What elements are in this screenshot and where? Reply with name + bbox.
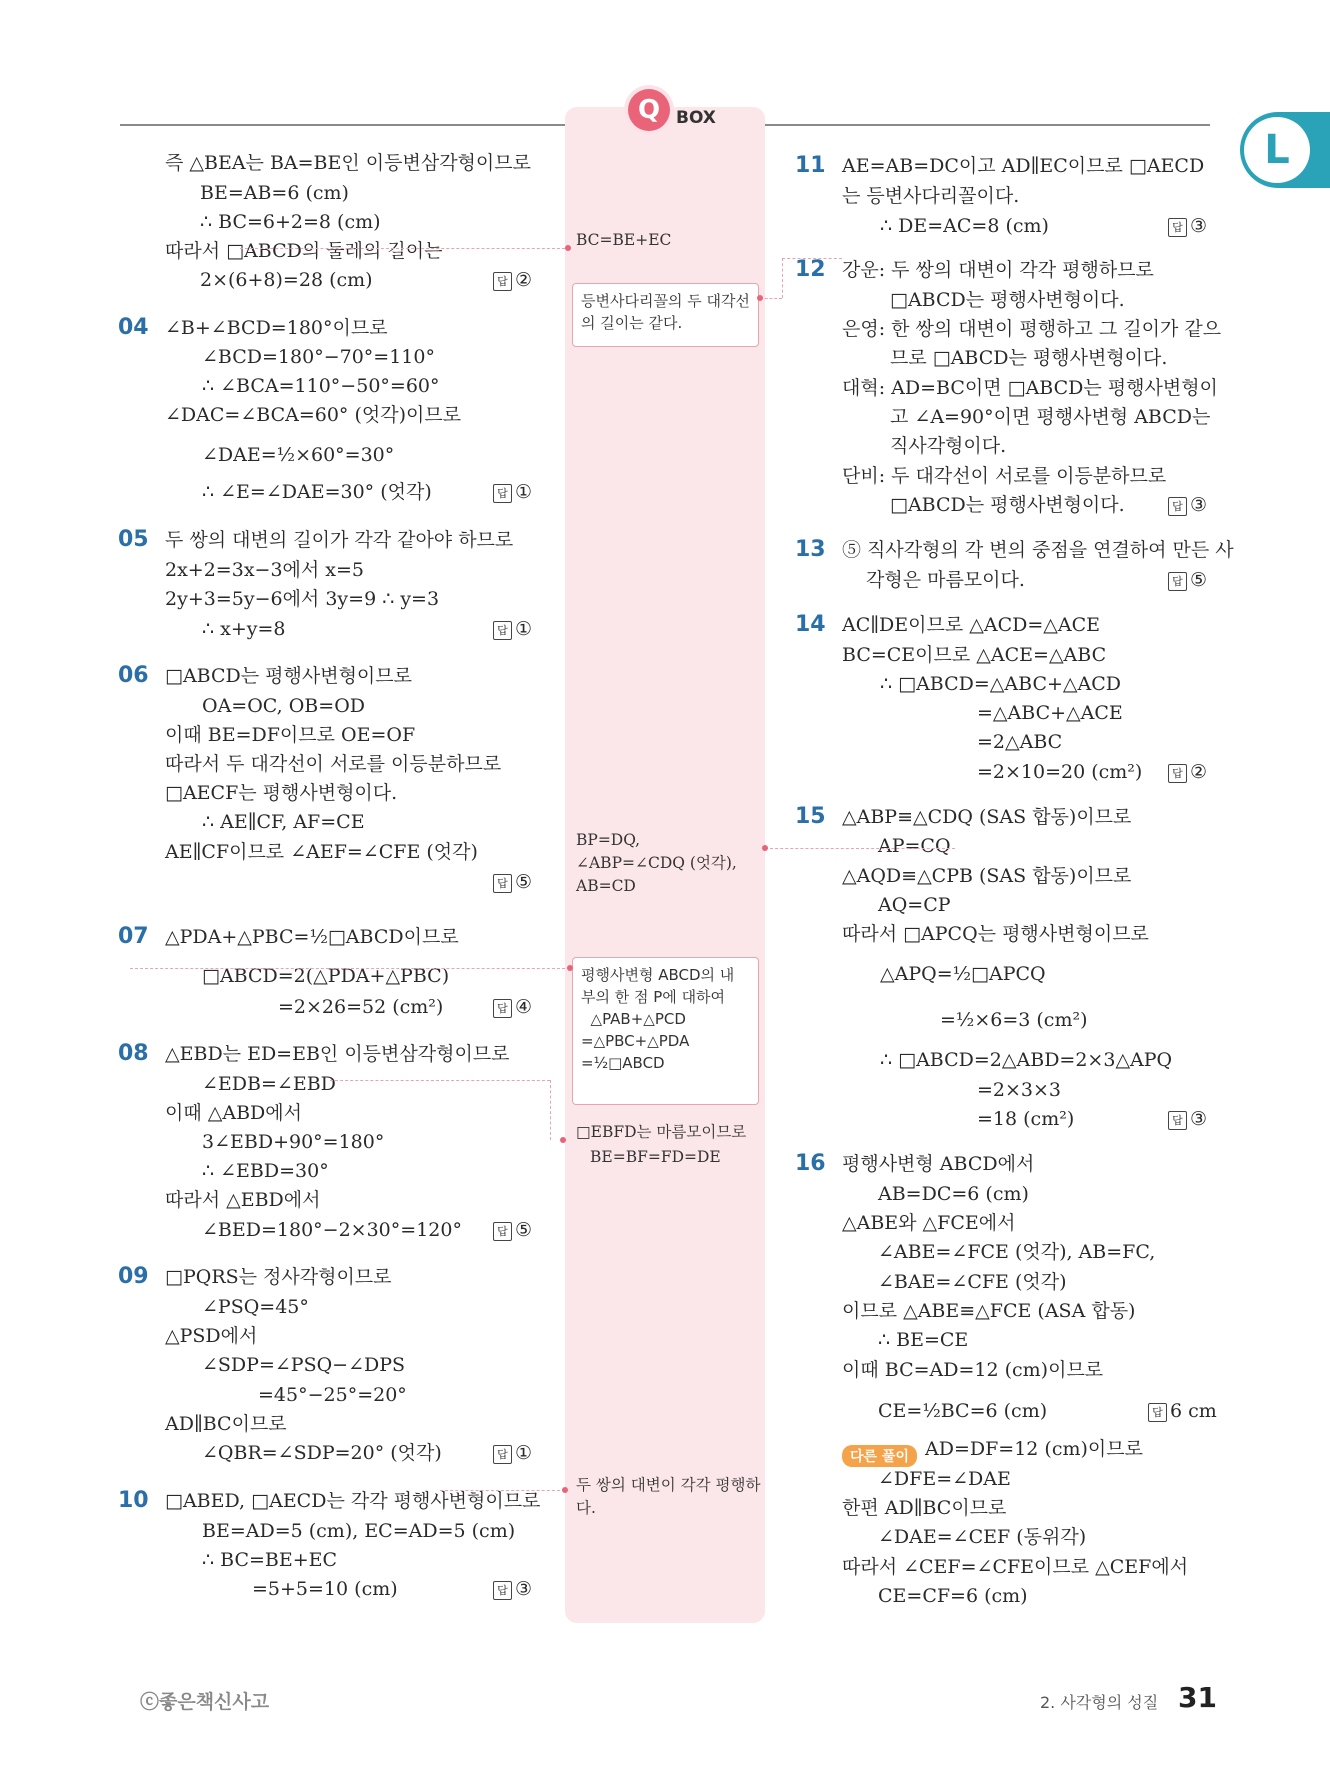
note-line: △PAB+△PCD (581, 1010, 686, 1028)
solution-line: 따라서 ∠CEF=∠CFE이므로 △CEF에서 (842, 1556, 1189, 1578)
solution-line: 는 등변사다리꼴이다. (842, 185, 1020, 207)
solution-line: ∴ □ABCD=△ABC+△ACD (880, 673, 1122, 695)
solution-line: AD∥BC이므로 (165, 1413, 287, 1435)
solution-line: 따라서 △EBD에서 (165, 1189, 321, 1211)
qbox-note: BP=DQ, (576, 831, 641, 849)
problem-number: 09 (118, 1264, 149, 1289)
solution-line: ∴ DE=AC=8 (cm) (880, 215, 1049, 237)
answer-value: ⑤ (515, 1219, 533, 1241)
answer-value: ② (515, 269, 533, 291)
answer-icon: 답 (493, 272, 512, 291)
note-line: =½□ABCD (581, 1054, 665, 1072)
solution-line: □ABCD는 평행사변형이므로 (165, 665, 412, 687)
other-solution-badge: 다른 풀이 (842, 1445, 917, 1467)
solution-line: 두 쌍의 대변의 길이가 각각 같아야 하므로 (165, 529, 514, 551)
qbox-note-parallelogram-point (572, 957, 759, 1105)
solution-line: ∠DAE=½×60°=30° (202, 444, 395, 466)
header-rule-right (765, 124, 1210, 126)
connector (130, 968, 570, 969)
section-tab-letter: L (1244, 117, 1310, 183)
solution-line: CE=CF=6 (cm) (878, 1585, 1028, 1607)
problem-number: 10 (118, 1488, 149, 1513)
qbox-note: 다. (576, 1499, 596, 1517)
problem-number: 08 (118, 1041, 149, 1066)
qbox-note-isosceles-trapezoid (572, 283, 759, 347)
solution-line: 강운: 두 쌍의 대변이 각각 평행하므로 (842, 259, 1154, 281)
solution-line: ∠QBR=∠SDP=20° (엇각) (202, 1442, 442, 1464)
solution-line: =5+5=10 (cm) (252, 1578, 398, 1600)
solution-line: □ABED, □AECD는 각각 평행사변형이므로 (165, 1490, 541, 1512)
qbox-note: BE=BF=FD=DE (590, 1148, 721, 1166)
connector (782, 258, 842, 259)
solution-line: =18 (cm²) (977, 1108, 1075, 1130)
solution-line: 대혁: AD=BC이면 □ABCD는 평행사변형이 (842, 377, 1218, 399)
answer-value: ⑤ (515, 871, 533, 893)
solution-line: AE∥CF이므로 ∠AEF=∠CFE (엇각) (165, 841, 478, 863)
solution-line: ∴ ∠EBD=30° (202, 1160, 329, 1182)
answer-value: ③ (1190, 1108, 1208, 1130)
connector-dot (762, 845, 768, 851)
answer-mark (493, 870, 532, 894)
problem-number: 12 (795, 257, 826, 282)
chapter-title: 2. 사각형의 성질 (1040, 1693, 1159, 1712)
answer-mark (493, 1577, 532, 1601)
problem-number: 07 (118, 924, 149, 949)
answer-value: ④ (515, 996, 533, 1018)
connector (440, 1490, 565, 1491)
solution-line: □PQRS는 정사각형이므로 (165, 1266, 392, 1288)
solution-line: □ABCD=2(△PDA+△PBC) (202, 965, 450, 987)
connector-dot (560, 1137, 566, 1143)
problem-number: 05 (118, 527, 149, 552)
solution-line: 한편 AD∥BC이므로 (842, 1497, 1007, 1519)
solution-line: 이때 △ABD에서 (165, 1102, 302, 1124)
solution-line: ∠BAE=∠CFE (엇각) (878, 1271, 1067, 1293)
solution-line: ∴ □ABCD=2△ABD=2×3△APQ (880, 1049, 1173, 1071)
solution-line: 따라서 두 대각선이 서로를 이등분하므로 (165, 753, 502, 775)
solution-line: ∠ABE=∠FCE (엇각), AB=FC, (878, 1241, 1156, 1263)
connector-dot (562, 1487, 568, 1493)
qbox-note: AB=CD (576, 877, 636, 895)
answer-value: ③ (1190, 215, 1208, 237)
solution-line: 즉 △BEA는 BA=BE인 이등변삼각형이므로 (165, 152, 531, 174)
solution-line: ∠BED=180°−2×30°=120° (202, 1219, 462, 1241)
connector (760, 298, 782, 299)
solution-line: 3∠EBD+90°=180° (202, 1131, 385, 1153)
answer-value: ⑤ (1190, 569, 1208, 591)
answer-value: 6 cm (1170, 1400, 1217, 1422)
answer-mark (1168, 1107, 1207, 1131)
answer-mark (1168, 214, 1207, 238)
solution-line: ∴ ∠BCA=110°−50°=60° (202, 375, 440, 397)
solution-line: 따라서 □APCQ는 평행사변형이므로 (842, 923, 1149, 945)
answer-icon: 답 (493, 484, 512, 503)
answer-icon: 답 (1168, 497, 1187, 516)
answer-icon: 답 (493, 621, 512, 640)
answer-value: ① (515, 481, 533, 503)
solution-line: 단비: 두 대각선이 서로를 이등분하므로 (842, 465, 1167, 487)
solution-line: ∴ BC=6+2=8 (cm) (200, 211, 381, 233)
solution-line: □ABCD는 평행사변형이다. (890, 494, 1125, 516)
answer-mark (493, 617, 532, 641)
solution-line: ⑤ 직사각형의 각 변의 중점을 연결하여 만든 사 (842, 539, 1234, 561)
solution-line: AE=AB=DC이고 AD∥EC이므로 □AECD (842, 155, 1205, 177)
solution-line: △EBD는 ED=EB인 이등변삼각형이므로 (165, 1043, 510, 1065)
answer-value: ③ (515, 1578, 533, 1600)
solution-line: 이때 BC=AD=12 (cm)이므로 (842, 1359, 1104, 1381)
solution-line: 각형은 마름모이다. (866, 569, 1025, 591)
answer-value: ③ (1190, 494, 1208, 516)
solution-line: =2×3×3 (977, 1079, 1062, 1101)
solution-line: ∠DFE=∠DAE (878, 1468, 1011, 1490)
answer-icon: 답 (1148, 1403, 1167, 1422)
answer-mark (1168, 760, 1207, 784)
solution-line: AC∥DE이므로 △ACD=△ACE (842, 614, 1101, 636)
solution-line: 평행사변형 ABCD에서 (842, 1153, 1035, 1175)
solution-line: □AECF는 평행사변형이다. (165, 782, 398, 804)
page-number: 31 (1178, 1681, 1217, 1714)
solution-line: △PDA+△PBC=½□ABCD이므로 (165, 926, 459, 948)
qbox-note: □EBFD는 마름모이므로 (576, 1123, 747, 1141)
problem-number: 06 (118, 663, 149, 688)
problem-number: 11 (795, 153, 826, 178)
solution-line: AQ=CP (878, 894, 951, 916)
solution-line: =△ABC+△ACE (977, 702, 1123, 724)
solution-line: =45°−25°=20° (258, 1384, 407, 1406)
box-label: BOX (676, 108, 716, 128)
answer-icon: 답 (1168, 764, 1187, 783)
answer-mark (1168, 568, 1207, 592)
solution-line: △APQ=½□APCQ (880, 963, 1046, 985)
connector (240, 248, 570, 249)
answer-mark (493, 1441, 532, 1465)
header-rule-left (120, 124, 565, 126)
connector-dot (567, 965, 573, 971)
solution-line: △AQD≡△CPB (SAS 합동)이므로 (842, 865, 1132, 887)
solution-line: 2y+3=5y−6에서 3y=9 ∴ y=3 (165, 588, 440, 610)
solution-line: OA=OC, OB=OD (202, 695, 366, 717)
problem-number: 15 (795, 804, 826, 829)
solution-line: △ABP≡△CDQ (SAS 합동)이므로 (842, 806, 1132, 828)
note-line: 의 길이는 같다. (581, 314, 683, 332)
qbox-note: 두 쌍의 대변이 각각 평행하 (576, 1476, 761, 1494)
qbox-note: ∠ABP=∠CDQ (엇각), (576, 854, 737, 872)
connector-dot (565, 245, 571, 251)
solution-line: 은영: 한 쌍의 대변이 평행하고 그 길이가 같으 (842, 318, 1222, 340)
solution-line: ∴ ∠E=∠DAE=30° (엇각) (202, 481, 432, 503)
solution-line: △ABE와 △FCE에서 (842, 1212, 1016, 1234)
problem-number: 04 (118, 315, 149, 340)
note-line: 평행사변형 ABCD의 내 (581, 966, 735, 984)
qbox-note: BC=BE+EC (576, 231, 672, 249)
answer-mark (493, 995, 532, 1019)
solution-line: ∠EDB=∠EBD (202, 1073, 336, 1095)
solution-line: =½×6=3 (cm²) (940, 1009, 1088, 1031)
note-line: =△PBC+△PDA (581, 1032, 690, 1050)
solution-line: △PSD에서 (165, 1325, 258, 1347)
answer-icon: 답 (493, 999, 512, 1018)
answer-icon: 답 (1168, 1111, 1187, 1130)
answer-icon: 답 (1168, 218, 1187, 237)
solution-line: 이때 BE=DF이므로 OE=OF (165, 724, 416, 746)
solution-line: AP=CQ (878, 835, 951, 857)
solution-line: BC=CE이므로 △ACE=△ABC (842, 644, 1107, 666)
answer-icon: 답 (493, 1581, 512, 1600)
connector (550, 1080, 551, 1140)
solution-line: 직사각형이다. (890, 435, 1007, 457)
answer-icon: 답 (493, 1222, 512, 1241)
solution-line: =2△ABC (977, 731, 1063, 753)
answer-mark (493, 1218, 532, 1242)
answer-value: ② (1190, 761, 1208, 783)
problem-number: 16 (795, 1151, 826, 1176)
answer-icon: 답 (1168, 572, 1187, 591)
solution-line: 이므로 △ABE≡△FCE (ASA 합동) (842, 1300, 1136, 1322)
solution-line: AD=DF=12 (cm)이므로 (925, 1438, 1143, 1460)
solution-line: 므로 □ABCD는 평행사변형이다. (890, 347, 1168, 369)
note-line: 부의 한 점 P에 대하여 (581, 988, 726, 1006)
answer-mark (493, 268, 532, 292)
note-line: 등변사다리꼴의 두 대각선 (581, 292, 750, 310)
connector (330, 1080, 550, 1081)
solution-line: ∠PSQ=45° (202, 1296, 309, 1318)
problem-number: 14 (795, 612, 826, 637)
solution-line: ∠B+∠BCD=180°이므로 (165, 317, 388, 339)
solution-line: 2x+2=3x−3에서 x=5 (165, 559, 365, 581)
answer-mark (1168, 493, 1207, 517)
solution-line: 2×(6+8)=28 (cm) (200, 269, 373, 291)
q-badge: Q (628, 89, 670, 131)
solution-line: BE=AD=5 (cm), EC=AD=5 (cm) (202, 1520, 516, 1542)
problem-number: 13 (795, 537, 826, 562)
solution-line: ∴ AE∥CF, AF=CE (202, 811, 365, 833)
solution-line: 따라서 □ABCD의 둘레의 길이는 (165, 240, 443, 262)
connector (765, 848, 955, 849)
solution-line: =2×26=52 (cm²) (278, 996, 444, 1018)
answer-icon: 답 (493, 874, 512, 893)
solution-line: ∠SDP=∠PSQ−∠DPS (202, 1354, 406, 1376)
connector-dot (757, 295, 763, 301)
answer-value: ① (515, 618, 533, 640)
answer-icon: 답 (493, 1445, 512, 1464)
answer-mark (493, 480, 532, 504)
solution-line: AB=DC=6 (cm) (878, 1183, 1029, 1205)
solution-line: ∴ x+y=8 (202, 618, 286, 640)
connector (782, 258, 783, 298)
solution-line: ∴ BC=BE+EC (202, 1549, 338, 1571)
solution-line: 고 ∠A=90°이면 평행사변형 ABCD는 (890, 406, 1211, 428)
answer-mark (1148, 1399, 1217, 1423)
solution-line: CE=½BC=6 (cm) (878, 1400, 1048, 1422)
publisher-mark: ⓒ좋은책신사고 (140, 1691, 270, 1713)
solution-line: ∠DAC=∠BCA=60° (엇각)이므로 (165, 404, 462, 426)
solution-line: ∠DAE=∠CEF (동위각) (878, 1526, 1087, 1548)
solution-line: =2×10=20 (cm²) (977, 761, 1143, 783)
solution-line: ∴ BE=CE (878, 1329, 969, 1351)
solution-line: ∠BCD=180°−70°=110° (202, 346, 435, 368)
solution-line: BE=AB=6 (cm) (200, 182, 349, 204)
answer-value: ① (515, 1442, 533, 1464)
solution-line: □ABCD는 평행사변형이다. (890, 289, 1125, 311)
